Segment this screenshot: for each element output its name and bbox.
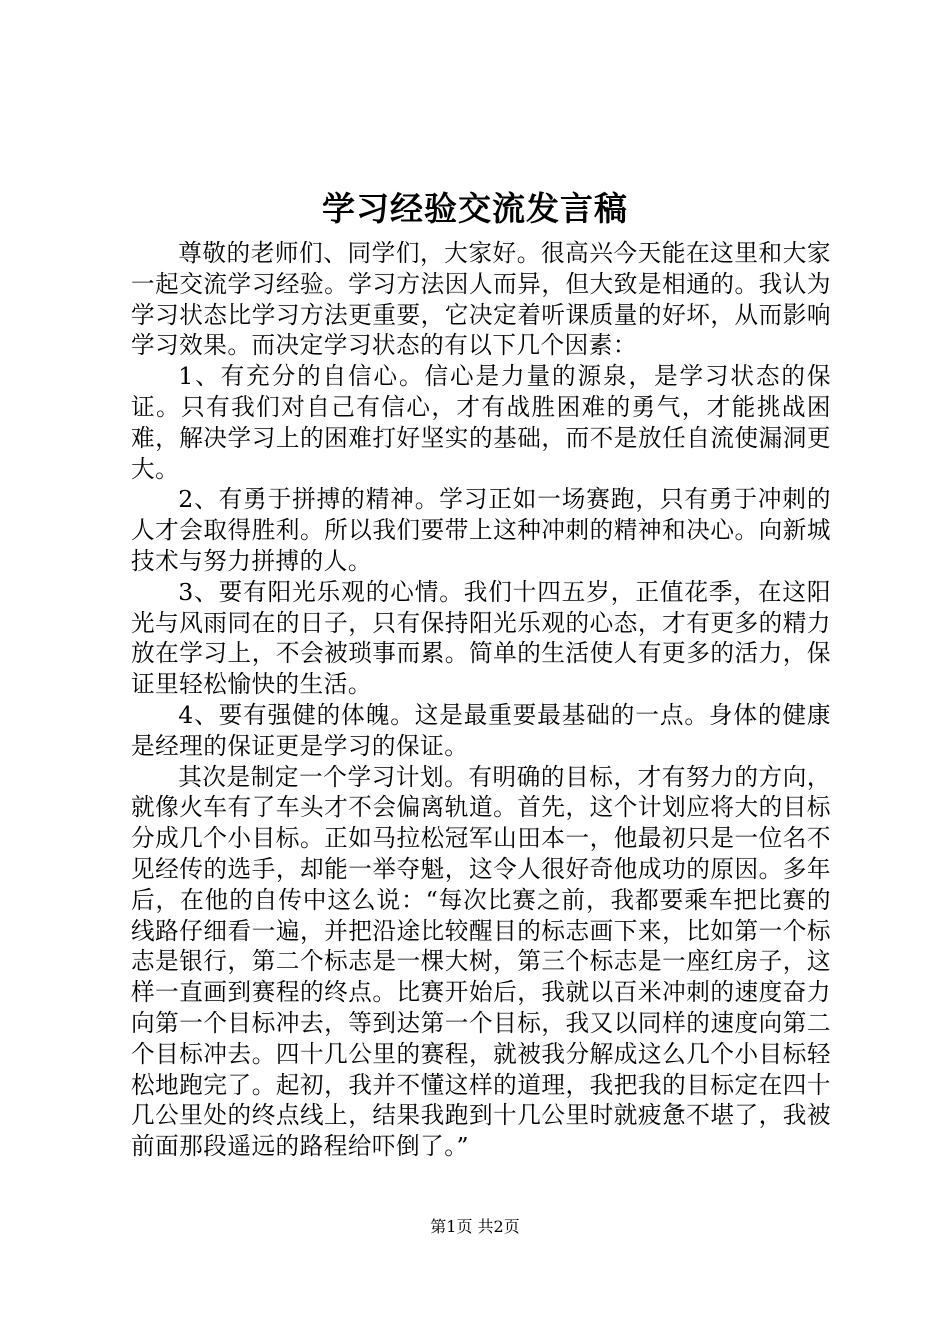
page-footer: 第1页 共2页	[430, 1217, 520, 1236]
paragraph-point-2: 2、有勇于拼搏的精神。学习正如一场赛跑，只有勇于冲刺的人才会取得胜利。所以我们要带上这种冲刺的精神和决心。向新城技术与努力拼搏的人。	[131, 485, 831, 575]
document-body	[131, 238, 831, 1162]
paragraph-intro: 尊敬的老师们、同学们，大家好。很高兴今天能在这里和大家一起交流学习经验。学习方法因人而异，但大致是相通的。我认为学习状态比学习方法更重要，它决定着听课质量的好坏，从而影响学习效果。而决定学习状态的有以下几个因素：	[131, 239, 831, 360]
paragraph-plan: 其次是制定一个学习计划。有明确的目标，才有努力的方向，就像火车有了车头才不会偏离轨道。首先，这个计划应将大的目标分成几个小目标。正如马拉松冠军山田本一，他最初只是一位名不见经传的选手，却能一举夺魁，这令人很好奇他成功的原因。多年后，在他的自传中这么说：“每次比赛之前，我都要乘车把比赛的线路仔细看一遍，并把沿途比较醒目的标志画下来，比如第一个标志是银行，第二个标志是一棵大树，第三个标志是一座红房子，这样一直画到赛程的终点。比赛开始后，我就以百米冲刺的速度奋力向第一个目标冲去，等到达第一个目标，我又以同样的速度向第二个目标冲去。四十几公里的赛程，就被我分解成这么几个小目标轻松地跑完了。起初，我并不懂这样的道理，我把我的目标定在四十几公里处的终点线上，结果我跑到十几公里时就疲惫不堪了，我被前面那段遥远的路程给吓倒了。”	[131, 762, 831, 1161]
paragraph-point-4: 4、要有强健的体魄。这是最重要最基础的一点。身体的健康是经理的保证更是学习的保证。	[131, 700, 831, 760]
document-title: 学习经验交流发言稿	[322, 189, 628, 228]
paragraph-point-3: 3、要有阳光乐观的心情。我们十四五岁，正值花季，在这阳光与风雨同在的日子，只有保持阳光乐观的心态，才有更多的精力放在学习上，不会被琐事而累。简单的生活使人有更多的活力，保证里轻松愉快的生活。	[131, 577, 831, 699]
paragraph-point-1: 1、有充分的自信心。信心是力量的源泉，是学习状态的保证。只有我们对自己有信心，才有战胜困难的勇气，才能挑战困难，解决学习上的困难打好坚实的基础，而不是放任自流使漏洞更大。	[131, 362, 831, 483]
